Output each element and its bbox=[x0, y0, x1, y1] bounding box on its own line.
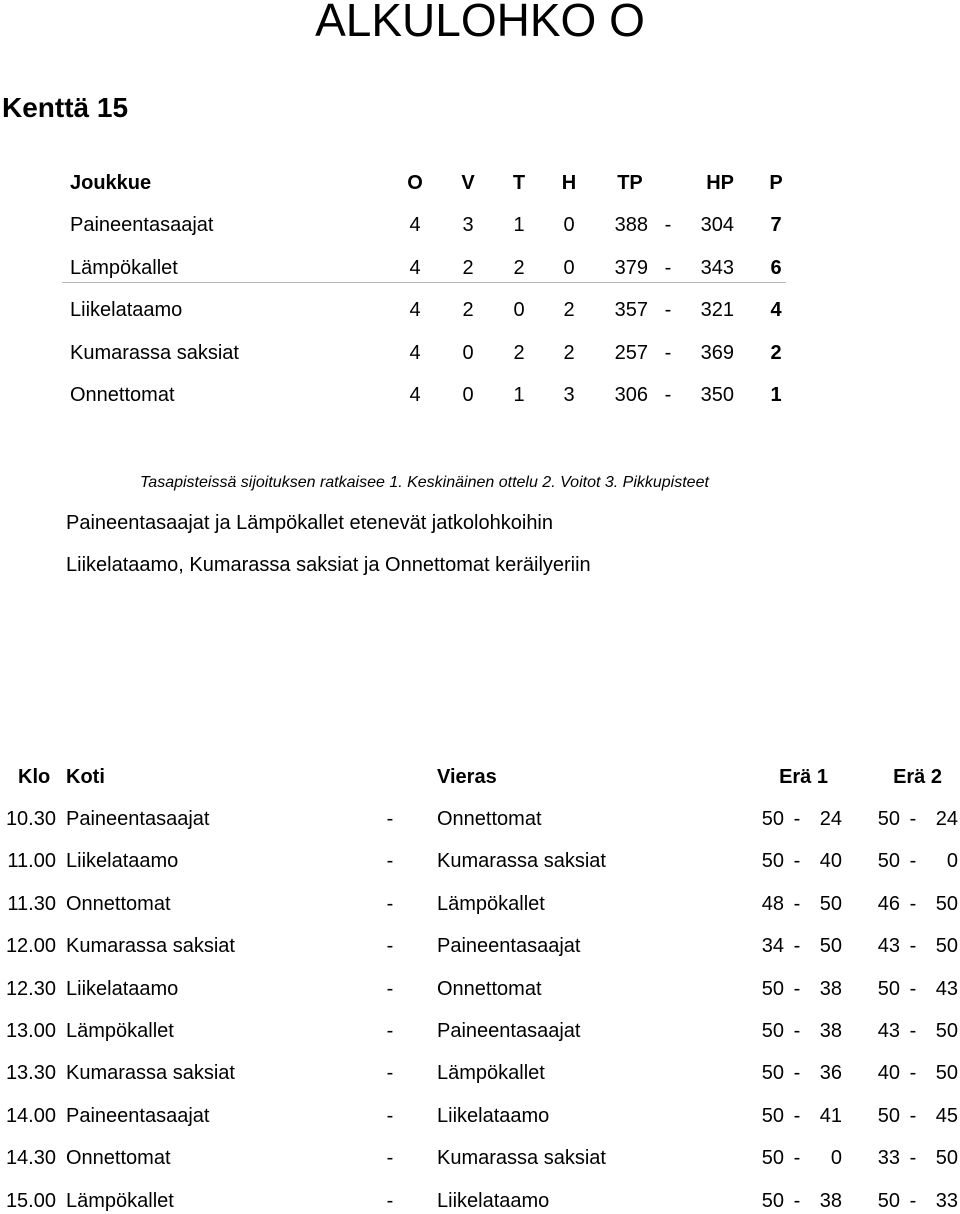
schedule-set-1-away: 40 bbox=[819, 850, 842, 873]
standings-won: 0 bbox=[462, 384, 474, 406]
standings-tied: 2 bbox=[513, 256, 525, 279]
schedule-set-2-dash: - bbox=[909, 1147, 917, 1170]
schedule-set-2-away: 50 bbox=[935, 1020, 958, 1042]
schedule-set-1-home: 50 bbox=[761, 1189, 784, 1212]
standings-score-dash: - bbox=[664, 256, 672, 279]
schedule-header-set-1: Erä 1 bbox=[779, 766, 828, 788]
standings-header-points-against: HP bbox=[706, 172, 734, 194]
schedule-away-team: Onnettomat bbox=[437, 808, 542, 830]
schedule-home-team: Kumarassa saksiat bbox=[66, 935, 235, 958]
schedule-set-1-dash: - bbox=[793, 808, 801, 830]
schedule-header-set-2: Erä 2 bbox=[893, 766, 942, 788]
schedule-away-team: Lämpökallet bbox=[437, 892, 545, 915]
schedule-set-1-dash: - bbox=[793, 1189, 801, 1212]
schedule-away-team: Kumarassa saksiat bbox=[437, 850, 606, 873]
schedule-set-2-away: 43 bbox=[935, 977, 958, 1000]
schedule-set-1-away: 50 bbox=[819, 892, 842, 915]
schedule-match-time: 11.00 bbox=[7, 850, 56, 873]
schedule-match-time: 11.30 bbox=[7, 892, 56, 915]
schedule-set-1-home: 34 bbox=[761, 935, 784, 958]
schedule-match-time: 14.00 bbox=[5, 1104, 56, 1127]
schedule-set-1-home: 50 bbox=[761, 1147, 784, 1170]
standings-played: 4 bbox=[409, 299, 421, 321]
schedule-set-1-away: 41 bbox=[819, 1104, 842, 1127]
standings-played: 4 bbox=[409, 341, 421, 364]
schedule-set-2-dash: - bbox=[909, 977, 917, 1000]
standings-points-against: 304 bbox=[700, 214, 734, 236]
schedule-set-2-home: 33 bbox=[877, 1147, 900, 1170]
tiebreak-note: Tasapisteissä sijoituksen ratkaisee 1. Keskinäinen ottelu 2. Voitot 3. Pikkupisteet bbox=[140, 474, 709, 491]
schedule-set-1-home: 50 bbox=[761, 1104, 784, 1127]
schedule-set-2-home: 50 bbox=[877, 1189, 900, 1212]
schedule-away-team: Liikelataamo bbox=[437, 1104, 550, 1127]
standings-played: 4 bbox=[409, 214, 421, 236]
schedule-match-time: 14.30 bbox=[5, 1147, 56, 1170]
schedule-set-1-dash: - bbox=[793, 977, 801, 1000]
schedule-match-time: 12.30 bbox=[5, 977, 56, 1000]
standings-lost: 0 bbox=[563, 214, 575, 236]
schedule-set-1-dash: - bbox=[793, 1062, 801, 1085]
schedule-vs-dash: - bbox=[386, 1062, 394, 1085]
schedule-away-team: Lämpökallet bbox=[437, 1062, 545, 1085]
schedule-set-2-away: 50 bbox=[935, 1062, 958, 1085]
schedule-set-1-home: 50 bbox=[761, 977, 784, 1000]
schedule-set-2-away: 45 bbox=[935, 1104, 958, 1127]
consolation-text: Liikelataamo, Kumarassa saksiat ja Onnettomat keräilyeriin bbox=[66, 554, 591, 576]
standings-points-against: 343 bbox=[700, 256, 734, 279]
standings-header-won: V bbox=[461, 172, 475, 194]
schedule-set-1-dash: - bbox=[793, 1104, 801, 1127]
standings-header-lost: H bbox=[561, 172, 577, 194]
schedule-header-away: Vieras bbox=[437, 766, 497, 788]
standings-lost: 3 bbox=[563, 384, 575, 406]
schedule-set-2-dash: - bbox=[909, 808, 917, 830]
standings-points-against: 321 bbox=[700, 299, 734, 321]
schedule-set-2-dash: - bbox=[909, 1104, 917, 1127]
standings-tied: 2 bbox=[513, 341, 525, 364]
standings-header-tied: T bbox=[512, 172, 526, 194]
page-title: ALKULOHKO O bbox=[315, 0, 645, 46]
schedule-match-time: 15.00 bbox=[5, 1189, 56, 1212]
schedule-set-2-dash: - bbox=[909, 1062, 917, 1085]
standings-tied: 1 bbox=[513, 214, 525, 236]
standings-score-dash: - bbox=[664, 384, 672, 406]
schedule-away-team: Paineentasaajat bbox=[437, 935, 581, 958]
schedule-set-2-away: 24 bbox=[935, 808, 958, 830]
schedule-set-2-away: 0 bbox=[946, 850, 958, 873]
standings-team: Liikelataamo bbox=[70, 299, 183, 321]
schedule-home-team: Liikelataamo bbox=[66, 977, 179, 1000]
schedule-set-2-away: 50 bbox=[935, 935, 958, 958]
standings-team: Onnettomat bbox=[70, 384, 175, 406]
schedule-set-1-away: 38 bbox=[819, 977, 842, 1000]
standings-points-against: 369 bbox=[700, 341, 734, 364]
schedule-vs-dash: - bbox=[386, 1147, 394, 1170]
standings-lost: 2 bbox=[563, 341, 575, 364]
standings-header-played: O bbox=[407, 172, 423, 194]
schedule-set-1-away: 38 bbox=[819, 1189, 842, 1212]
standings-played: 4 bbox=[409, 256, 421, 279]
schedule-header-home: Koti bbox=[66, 766, 105, 788]
standings-points-for: 306 bbox=[614, 384, 648, 406]
schedule-home-team: Lämpökallet bbox=[66, 1020, 174, 1042]
schedule-away-team: Paineentasaajat bbox=[437, 1020, 581, 1042]
schedule-home-team: Paineentasaajat bbox=[66, 1104, 210, 1127]
schedule-away-team: Onnettomat bbox=[437, 977, 542, 1000]
schedule-away-team: Liikelataamo bbox=[437, 1189, 550, 1212]
schedule-set-1-home: 50 bbox=[761, 1020, 784, 1042]
schedule-set-2-home: 46 bbox=[877, 892, 900, 915]
standings-points-for: 357 bbox=[614, 299, 648, 321]
schedule-set-1-dash: - bbox=[793, 935, 801, 958]
standings-points-against: 350 bbox=[700, 384, 734, 406]
schedule-vs-dash: - bbox=[386, 1189, 394, 1212]
schedule-set-1-home: 50 bbox=[761, 850, 784, 873]
schedule-set-2-home: 50 bbox=[877, 808, 900, 830]
schedule-set-1-home: 48 bbox=[761, 892, 784, 915]
standings-score-dash: - bbox=[664, 299, 672, 321]
standings-lost: 0 bbox=[563, 256, 575, 279]
schedule-set-2-home: 50 bbox=[877, 850, 900, 873]
standings-played: 4 bbox=[409, 384, 421, 406]
schedule-set-1-dash: - bbox=[793, 892, 801, 915]
schedule-vs-dash: - bbox=[386, 1020, 394, 1042]
field-heading: Kenttä 15 bbox=[2, 92, 129, 123]
schedule-match-time: 13.00 bbox=[5, 1020, 56, 1042]
schedule-set-1-away: 36 bbox=[819, 1062, 842, 1085]
standings-points-for: 388 bbox=[614, 214, 648, 236]
schedule-header-time: Klo bbox=[18, 766, 51, 788]
schedule-set-2-dash: - bbox=[909, 892, 917, 915]
standings-points: 6 bbox=[770, 256, 782, 279]
standings-score-dash: - bbox=[664, 341, 672, 364]
standings-team: Paineentasaajat bbox=[70, 214, 214, 236]
schedule-set-2-home: 43 bbox=[877, 935, 900, 958]
schedule-set-1-dash: - bbox=[793, 1147, 801, 1170]
schedule-set-1-home: 50 bbox=[761, 808, 784, 830]
standings-points-for: 257 bbox=[614, 341, 648, 364]
schedule-vs-dash: - bbox=[386, 1104, 394, 1127]
schedule-set-2-home: 50 bbox=[877, 1104, 900, 1127]
schedule-set-1-away: 50 bbox=[819, 935, 842, 958]
schedule-set-1-away: 38 bbox=[819, 1020, 842, 1042]
standings-won: 2 bbox=[462, 299, 474, 321]
schedule-vs-dash: - bbox=[386, 808, 394, 830]
schedule-set-1-dash: - bbox=[793, 1020, 801, 1042]
schedule-home-team: Onnettomat bbox=[66, 1147, 171, 1170]
schedule-set-2-dash: - bbox=[909, 850, 917, 873]
standings-points: 4 bbox=[770, 299, 782, 321]
schedule-set-2-home: 43 bbox=[877, 1020, 900, 1042]
standings-points: 2 bbox=[770, 341, 782, 364]
standings-header-points: P bbox=[769, 172, 783, 194]
schedule-set-2-away: 33 bbox=[935, 1189, 958, 1212]
schedule-vs-dash: - bbox=[386, 935, 394, 958]
schedule-set-2-home: 40 bbox=[877, 1062, 900, 1085]
standings-won: 0 bbox=[462, 341, 474, 364]
schedule-vs-dash: - bbox=[386, 977, 394, 1000]
schedule-match-time: 10.30 bbox=[5, 808, 56, 830]
header-rule bbox=[62, 282, 786, 283]
schedule-home-team: Liikelataamo bbox=[66, 850, 179, 873]
schedule-set-2-dash: - bbox=[909, 935, 917, 958]
standings-header-team: Joukkue bbox=[70, 172, 152, 194]
standings-score-dash: - bbox=[664, 214, 672, 236]
schedule-away-team: Kumarassa saksiat bbox=[437, 1147, 606, 1170]
schedule-vs-dash: - bbox=[386, 850, 394, 873]
schedule-set-2-home: 50 bbox=[877, 977, 900, 1000]
schedule-home-team: Onnettomat bbox=[66, 892, 171, 915]
schedule-match-time: 12.00 bbox=[5, 935, 56, 958]
schedule-set-2-away: 50 bbox=[935, 892, 958, 915]
schedule-set-2-away: 50 bbox=[935, 1147, 958, 1170]
standings-header-points-for: TP bbox=[617, 172, 643, 194]
schedule-vs-dash: - bbox=[386, 892, 394, 915]
schedule-set-2-dash: - bbox=[909, 1189, 917, 1212]
schedule-home-team: Lämpökallet bbox=[66, 1189, 174, 1212]
schedule-set-1-home: 50 bbox=[761, 1062, 784, 1085]
standings-team: Lämpökallet bbox=[70, 256, 178, 279]
standings-points: 7 bbox=[770, 214, 782, 236]
standings-points: 1 bbox=[770, 384, 782, 406]
schedule-set-1-away: 24 bbox=[819, 808, 842, 830]
schedule-home-team: Kumarassa saksiat bbox=[66, 1062, 235, 1085]
standings-points-for: 379 bbox=[614, 256, 648, 279]
standings-won: 3 bbox=[462, 214, 474, 236]
schedule-home-team: Paineentasaajat bbox=[66, 808, 210, 830]
schedule-set-2-dash: - bbox=[909, 1020, 917, 1042]
schedule-set-1-dash: - bbox=[793, 850, 801, 873]
standings-lost: 2 bbox=[563, 299, 575, 321]
standings-won: 2 bbox=[462, 256, 474, 279]
standings-team: Kumarassa saksiat bbox=[70, 341, 239, 364]
schedule-match-time: 13.30 bbox=[5, 1062, 56, 1085]
standings-tied: 1 bbox=[513, 384, 525, 406]
schedule-set-1-away: 0 bbox=[830, 1147, 842, 1170]
standings-tied: 0 bbox=[513, 299, 525, 321]
advance-text: Paineentasaajat ja Lämpökallet etenevät jatkolohkoihin bbox=[66, 512, 554, 534]
